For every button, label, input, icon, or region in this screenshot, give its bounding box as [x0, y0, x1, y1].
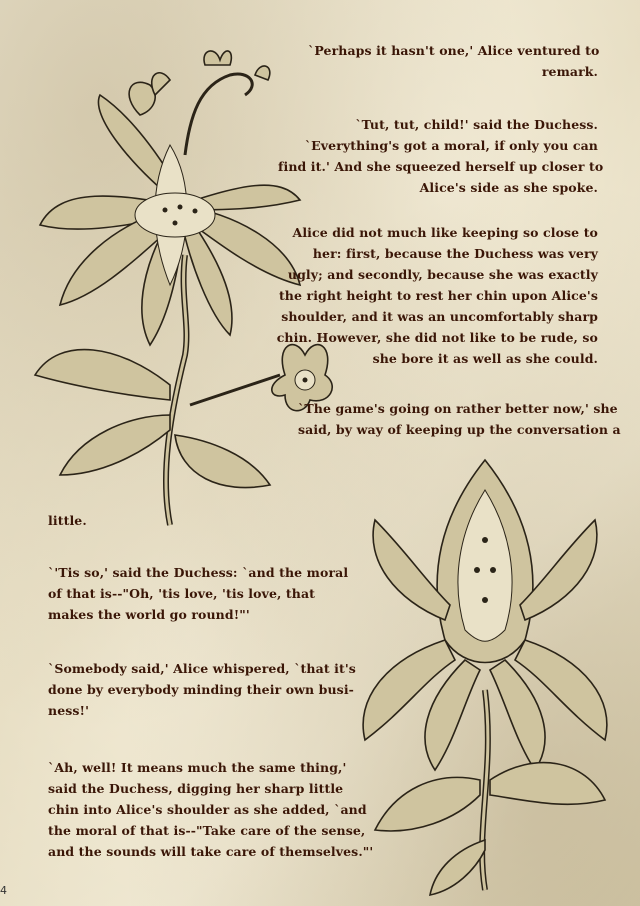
passage-4-end	[48, 510, 87, 531]
text-line: Alice's side as she spoke.	[419, 180, 598, 195]
text-line: `Everything's got a moral, if only you can	[304, 138, 598, 153]
text-line: little.	[48, 513, 87, 528]
passage-2	[278, 114, 604, 198]
text-line: `Perhaps it hasn't one,' Alice ventured to	[308, 43, 600, 58]
text-line: remark.	[541, 64, 598, 79]
text-line: her: first, because the Duchess was very	[312, 246, 598, 261]
text-line: ugly; and secondly, because she was exactly	[287, 267, 598, 282]
text-line: chin. However, she did not like to be rude, so	[276, 330, 598, 345]
text-line: `Somebody said,' Alice whispered, `that it's	[48, 661, 356, 676]
text-line: `Tut, tut, child!' said the Duchess.	[355, 117, 598, 132]
text-line: she bore it as well as she could.	[372, 351, 598, 366]
passage-3	[268, 222, 598, 369]
passage-1	[308, 40, 598, 82]
text-line: the right height to rest her chin upon Alice's	[278, 288, 598, 303]
text-line: said, by way of keeping up the conversation a	[298, 422, 621, 437]
text-line: chin into Alice's shoulder as she added, `and	[48, 802, 367, 817]
page-number: 4	[0, 884, 7, 897]
passage-4	[298, 398, 621, 440]
text-line: `'Tis so,' said the Duchess: `and the moral	[48, 565, 349, 580]
text-line: done by everybody minding their own busi-	[48, 682, 354, 697]
text-line: find it.' And she squeezed herself up closer to	[278, 159, 604, 174]
text-line: ness!'	[48, 703, 90, 718]
passage-5	[48, 562, 348, 625]
floral-illustration-bottom-right	[355, 450, 635, 900]
text-line: `Ah, well! It means much the same thing,'	[48, 760, 347, 775]
text-line: makes the world go round!"'	[48, 607, 250, 622]
text-line: said the Duchess, digging her sharp little	[48, 781, 344, 796]
passage-7	[48, 757, 374, 862]
text-line: of that is--"Oh, 'tis love, 'tis love, that	[48, 586, 316, 601]
text-line: `The game's going on rather better now,' she	[298, 401, 618, 416]
text-line: Alice did not much like keeping so close to	[292, 225, 598, 240]
text-line: shoulder, and it was an uncomfortably sharp	[281, 309, 598, 324]
text-line: the moral of that is--"Take care of the sense,	[48, 823, 366, 838]
text-line: and the sounds will take care of themselves."'	[48, 844, 374, 859]
passage-6	[48, 658, 356, 721]
